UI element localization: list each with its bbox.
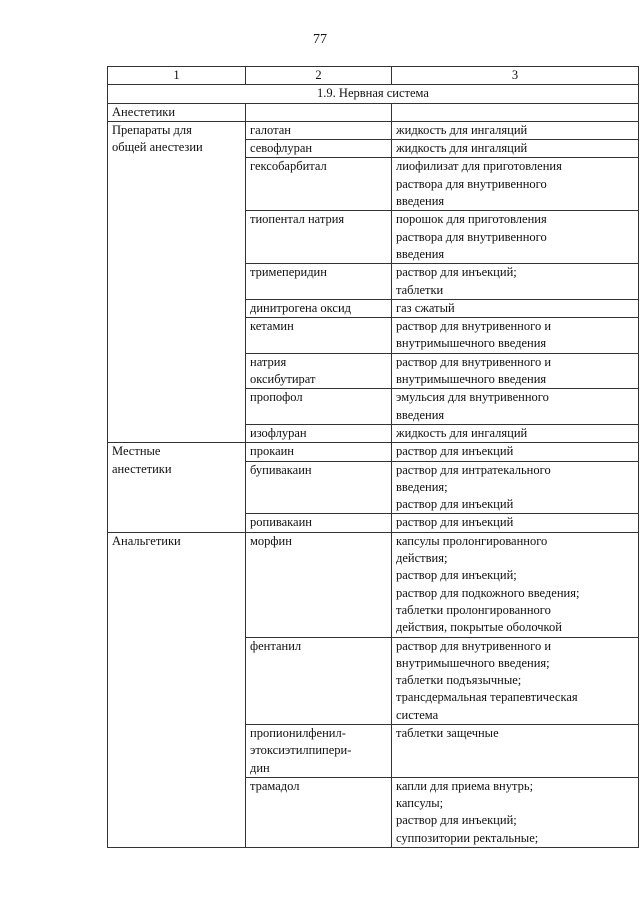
section-title: 1.9. Нервная система xyxy=(108,85,639,103)
dosage-form-line: таблетки пролонгированного xyxy=(396,602,551,617)
drug-name-line: тримеперидин xyxy=(250,265,327,280)
dosage-form-line: таблетки защечные xyxy=(396,725,499,740)
drug-name xyxy=(246,140,392,158)
dosage-form-line: внутримышечного введения xyxy=(396,372,547,387)
column-number-row xyxy=(108,67,639,85)
column-number-3: 3 xyxy=(392,67,639,85)
dosage-form-line: таблетки подъязычные; xyxy=(396,673,522,688)
dosage-form xyxy=(392,637,639,724)
page-number: 77 xyxy=(313,32,327,47)
group-name-line: Местные xyxy=(112,444,161,459)
dosage-form-line: раствор для инъекций; xyxy=(396,813,517,828)
dosage-form-line: введения; xyxy=(396,479,448,494)
drug-table-body xyxy=(108,67,639,848)
drug-name xyxy=(246,514,392,532)
drug-name xyxy=(246,158,392,211)
dosage-form-line: раствор для интратекального xyxy=(396,462,551,477)
dosage-form-line: капсулы пролонгированного xyxy=(396,533,548,548)
drug-name-line: натрия xyxy=(250,354,287,369)
drug-name-line: этоксиэтилпипери- xyxy=(250,743,352,758)
drug-name xyxy=(246,424,392,442)
dosage-form-line: эмульсия для внутривенного xyxy=(396,390,549,405)
dosage-form-line: система xyxy=(396,707,439,722)
dosage-form-line: трансдермальная терапевтическая xyxy=(396,690,578,705)
dosage-form-line: внутримышечного введения xyxy=(396,336,547,351)
drug-name-line: ропивакаин xyxy=(250,515,312,530)
group-name-line: Анальгетики xyxy=(112,533,181,548)
section-title-row xyxy=(108,85,639,103)
dosage-form xyxy=(392,389,639,425)
column-number-1: 1 xyxy=(108,67,246,85)
dosage-form xyxy=(392,264,639,300)
drug-name-line: севофлуран xyxy=(250,141,313,156)
group-name-line: общей анестезии xyxy=(112,140,203,155)
drug-name-line: галотан xyxy=(250,122,291,137)
dosage-form-line: раствор для инъекций xyxy=(396,497,514,512)
column-number-2: 2 xyxy=(246,67,392,85)
drug-name xyxy=(246,637,392,724)
drug-name-line: динитрогена оксид xyxy=(250,300,352,315)
dosage-form-line: введения xyxy=(396,407,445,422)
dosage-form xyxy=(392,121,639,139)
dosage-form xyxy=(392,211,639,264)
dosage-form-line: раствора для внутривенного xyxy=(396,229,547,244)
dosage-form-line: введения xyxy=(396,246,445,261)
group-name-line: Анестетики xyxy=(112,104,176,119)
drug-table xyxy=(107,66,639,848)
drug-name xyxy=(246,724,392,777)
table-row xyxy=(108,532,639,637)
dosage-form-line: раствор для внутривенного и xyxy=(396,638,552,653)
dosage-form-line: раствор для внутривенного и xyxy=(396,354,552,369)
drug-name-line: морфин xyxy=(250,533,292,548)
dosage-form xyxy=(392,443,639,461)
drug-name-line: фентанил xyxy=(250,638,302,653)
dosage-form-line: газ сжатый xyxy=(396,300,455,315)
dosage-form-line: раствора для внутривенного xyxy=(396,176,547,191)
drug-name xyxy=(246,103,392,121)
dosage-form-line: введения xyxy=(396,194,445,209)
dosage-form-line: раствор для внутривенного и xyxy=(396,319,552,334)
dosage-form xyxy=(392,777,639,847)
table-row xyxy=(108,121,639,139)
drug-name xyxy=(246,389,392,425)
dosage-form xyxy=(392,353,639,389)
dosage-form xyxy=(392,103,639,121)
dosage-form-line: таблетки xyxy=(396,282,444,297)
dosage-form xyxy=(392,424,639,442)
group-name-line: анестетики xyxy=(112,461,172,476)
drug-name xyxy=(246,121,392,139)
table-row xyxy=(108,103,639,121)
dosage-form-line: суппозитории ректальные; xyxy=(396,830,539,845)
drug-name xyxy=(246,461,392,514)
drug-name-line: изофлуран xyxy=(250,425,307,440)
drug-name-line: дин xyxy=(250,760,270,775)
dosage-form-line: действия; xyxy=(396,551,448,566)
drug-name-line: тиопентал натрия xyxy=(250,212,345,227)
drug-name xyxy=(246,777,392,847)
drug-name xyxy=(246,532,392,637)
drug-name-line: трамадол xyxy=(250,778,300,793)
drug-name-line: пропионилфенил- xyxy=(250,725,346,740)
group-name xyxy=(108,532,246,847)
dosage-form-line: раствор для подкожного введения; xyxy=(396,585,580,600)
dosage-form-line: внутримышечного введения; xyxy=(396,655,550,670)
dosage-form-line: капсулы; xyxy=(396,796,444,811)
drug-name-line: гексобарбитал xyxy=(250,159,327,174)
drug-name xyxy=(246,299,392,317)
dosage-form xyxy=(392,532,639,637)
dosage-form xyxy=(392,299,639,317)
drug-name-line: бупивакаин xyxy=(250,462,312,477)
dosage-form-line: раствор для инъекций xyxy=(396,515,514,530)
drug-name xyxy=(246,443,392,461)
dosage-form xyxy=(392,724,639,777)
dosage-form xyxy=(392,140,639,158)
dosage-form-line: порошок для приготовления xyxy=(396,212,547,227)
dosage-form-line: раствор для инъекций; xyxy=(396,568,517,583)
drug-name-line: пропофол xyxy=(250,390,303,405)
drug-name xyxy=(246,318,392,354)
drug-name xyxy=(246,211,392,264)
table-row xyxy=(108,443,639,461)
drug-name-line: оксибутират xyxy=(250,372,316,387)
dosage-form-line: действия, покрытые оболочкой xyxy=(396,620,562,635)
drug-name xyxy=(246,353,392,389)
dosage-form-line: жидкость для ингаляций xyxy=(396,122,528,137)
dosage-form-line: раствор для инъекций; xyxy=(396,265,517,280)
group-name xyxy=(108,443,246,532)
dosage-form xyxy=(392,461,639,514)
dosage-form-line: лиофилизат для приготовления xyxy=(396,159,562,174)
dosage-form-line: раствор для инъекций xyxy=(396,444,514,459)
dosage-form-line: капли для приема внутрь; xyxy=(396,778,534,793)
drug-name xyxy=(246,264,392,300)
group-name xyxy=(108,121,246,442)
group-name xyxy=(108,103,246,121)
dosage-form xyxy=(392,514,639,532)
drug-name-line: прокаин xyxy=(250,444,295,459)
dosage-form-line: жидкость для ингаляций xyxy=(396,141,528,156)
dosage-form xyxy=(392,158,639,211)
dosage-form xyxy=(392,318,639,354)
drug-name-line: кетамин xyxy=(250,319,294,334)
group-name-line: Препараты для xyxy=(112,122,192,137)
dosage-form-line: жидкость для ингаляций xyxy=(396,425,528,440)
